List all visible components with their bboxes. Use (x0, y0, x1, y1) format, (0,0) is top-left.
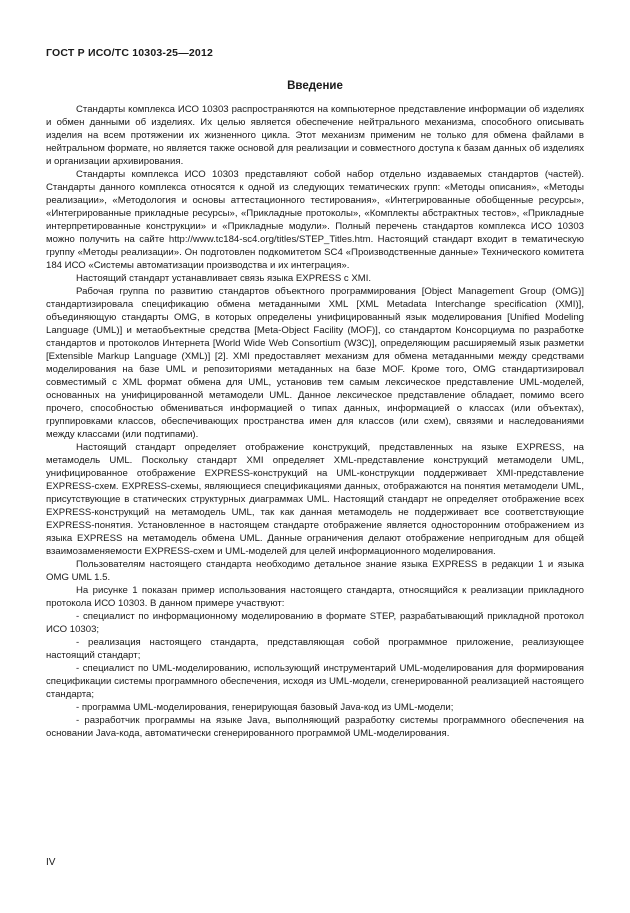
paragraph: Пользователям настоящего стандарта необходимо детальное знание языка EXPRESS в редакции 1 и языка OMG UML 1.5. (46, 559, 584, 583)
page-number: IV (46, 857, 56, 868)
paragraph: Стандарты комплекса ИСО 10303 распространяются на компьютерное представление информации об изделиях и обмен данными об изделиях. Их целью является обеспечение нейтрального механизма, способного описывать изделия на всем протяжении их жизненного цикла. Этот механизм применим не только для обмена файлами в нейтральном формате, но является также основой для реализации и совместного доступа к базам данных об изделиях и организации архивирования. (46, 104, 584, 167)
list-item: - разработчик программы на языке Java, выполняющий разработку системы программного обеспечения на основании Java-кода, автоматически сгенерированного программой UML-моделирования. (46, 715, 584, 739)
body-text (46, 103, 584, 740)
list-item: - специалист по UML-моделированию, использующий инструментарий UML-моделирования для формирования спецификации системы программного обеспечения, исходя из UML-модели, сгенерированной реализацией настоящего стандарта; (46, 663, 584, 700)
list-item: - программа UML-моделирования, генерирующая базовый Java-код из UML-модели; (76, 702, 454, 713)
paragraph: Стандарты комплекса ИСО 10303 представляют собой набор отдельно издаваемых стандартов (частей). Стандарты данного комплекса относятся к одной из следующих тематических групп: «Методы описания», «Методы реализации», «Методология и основы аттестационного тестирования», «Интегрированные обобщенные ресурсы», «Интегрированные прикладные ресурсы», «Прикладные протоколы», «Комплекты абстрактных тестов», «Прикладные интерпретированные конструкции» и «Прикладные модули». Полный перечень стандартов комплекса ИСО 10303 можно получить на сайте http://www.tc184-sc4.org/titles/STEP_Titles.htm. Настоящий стандарт входит в тематическую группу «Методы реализации». Он подготовлен подкомитетом SC4 «Производственные данные» Технического комитета 184 ИСО «Системы автоматизации производства и их интеграция». (46, 169, 584, 271)
list-item: - специалист по информационному моделированию в формате STEP, разрабатывающий прикладной протокол ИСО 10303; (46, 611, 584, 635)
paragraph: Рабочая группа по развитию стандартов объектного программирования [Object Management Group (OMG)] стандартизировала спецификацию обмена метаданными XML [XML Metadata Interchange specification (XMI)], объединяющую стандарты OMG, в которых определены унифицированный язык моделирования [Unified Modeling Language (UML)] и метаобъектные средства [Meta-Object Facility (MOF)], со стандартом Консорциума по разработке стандартов и протоколов Интернета [World Wide Web Consortium (W3C)], определяющим расширяемый язык разметки [Extensible Markup Language (XML)] [2]. XMI предоставляет механизм для обмена метаданными между средствами моделирования на базе UML и репозиториями метаданных на базе MOF. Кроме того, OMG стандартизировал совместимый с XML формат обмена для UML, установив тем самым лексическое представление UML-моделей, основанных на унифицированной метамодели UML. Данное лексическое представление обладает, помимо всего прочего, способностью обмениваться информацией о типах данных, информацией о классах (или объектах), группировками классов, обеспечивающих пространства имен для классов (или схем), связями и наследованиями между классами (или подтипами). (46, 286, 584, 440)
standard-header: ГОСТ Р ИСО/ТС 10303-25—2012 (46, 47, 214, 59)
section-title: Введение (287, 80, 343, 92)
paragraph: Настоящий стандарт определяет отображение конструкций, представленных на языке EXPRESS, на метамодель UML. Поскольку стандарт XMI определяет XML-представление конструкций метамодели UML, унифицированное отображение EXPRESS-конструкций на UML-конструкции поддерживает XMI-представление EXPRESS-схем. EXPRESS-схемы, являющиеся спецификациями данных, отображаются на понятия метамодели UML, присутствующие в статических структурных диаграммах UML. Настоящий стандарт не определяет отображение всех EXPRESS-конструкций на метамодель UML, так как данная метамодель не поддерживает все соответствующие EXPRESS-понятия. Установленное в настоящем стандарте отображение является односторонним отображением из языка EXPRESS на метамодель обмена UML. Данные ограничения делают отображение непригодным для общей взаимозаменяемости EXPRESS-схем и UML-моделей для целей информационного моделирования. (46, 442, 584, 557)
paragraph: Настоящий стандарт устанавливает связь языка EXPRESS с XMI. (76, 273, 372, 284)
list-item: - реализация настоящего стандарта, представляющая собой программное приложение, реализующее настоящий стандарт; (46, 637, 584, 661)
paragraph: На рисунке 1 показан пример использования настоящего стандарта, относящийся к реализации прикладного протокола ИСО 10303. В данном примере участвуют: (46, 585, 584, 609)
